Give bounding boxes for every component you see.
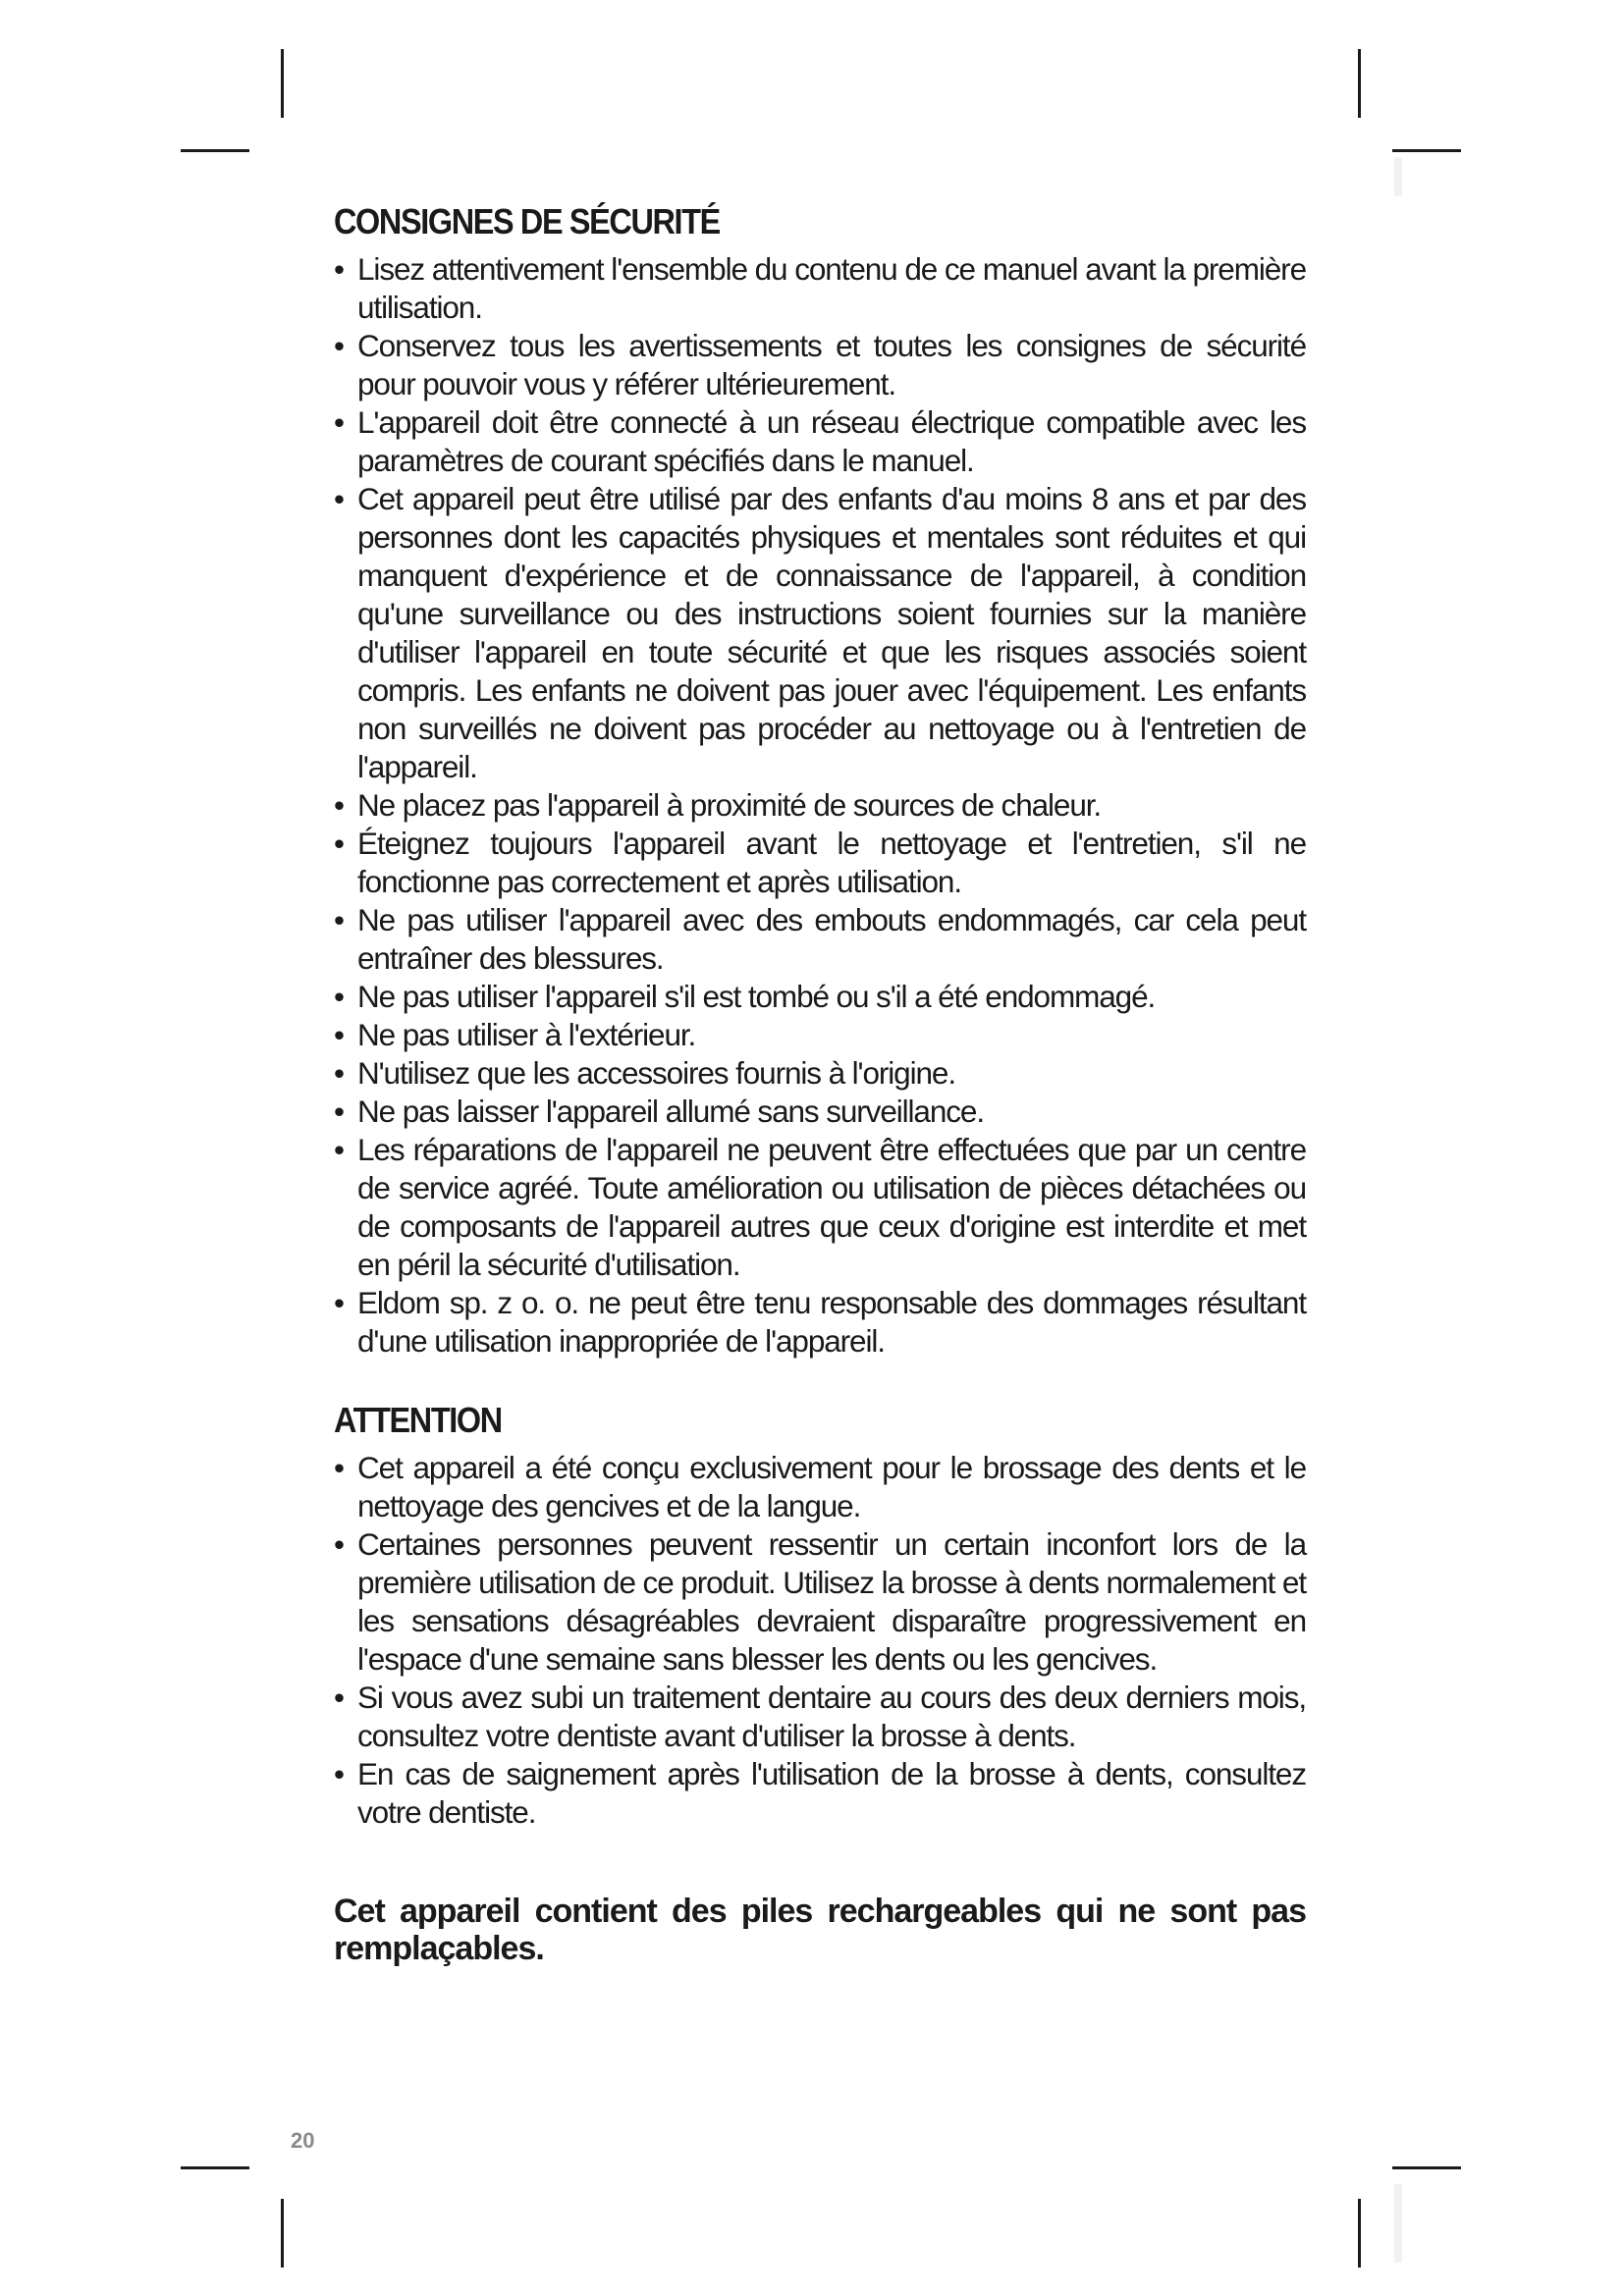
list-item: • Les réparations de l'appareil ne peuvent être effectuées que par un centre de service agréé. Toute amélioration ou utilisation de pièces détachées ou de composants de l'appareil autres que ceux d'origine est interdite et met en péril la sécurité d'utilisation. [334,1131,1306,1284]
battery-notice: Cet appareil contient des piles rechargeables qui ne sont pas remplaçables. [334,1893,1306,1967]
attention-title: ATTENTION [334,1400,502,1440]
list-item: • Eldom sp. z o. o. ne peut être tenu responsable des dommages résultant d'une utilisation inappropriée de l'appareil. [334,1284,1306,1361]
list-item: • Conservez tous les avertissements et toutes les consignes de sécurité pour pouvoir vous y référer ultérieurement. [334,327,1306,403]
list-item: • Ne pas utiliser l'appareil s'il est tombé ou s'il a été endommagé. [334,978,1306,1016]
crop-mark-bottom-left-vertical [281,2199,284,2268]
list-item: • Ne placez pas l'appareil à proximité de sources de chaleur. [334,786,1306,825]
safety-title: CONSIGNES DE SÉCURITÉ [334,201,720,241]
list-item: • Si vous avez subi un traitement dentaire au cours des deux derniers mois, consultez votre dentiste avant d'utiliser la brosse à dents. [334,1679,1306,1755]
crop-mark-top-left-vertical [281,49,284,118]
page-content [334,201,1306,2001]
list-item: • N'utilisez que les accessoires fournis à l'origine. [334,1054,1306,1093]
safety-section [334,201,1306,1361]
list-item: • Ne pas utiliser l'appareil avec des embouts endommagés, car cela peut entraîner des blessures. [334,901,1306,978]
attention-list [334,1449,1306,1832]
list-item: • Ne pas laisser l'appareil allumé sans surveillance. [334,1093,1306,1131]
bleed-ghost-top [1394,157,1402,196]
crop-mark-bottom-right-vertical [1358,2199,1361,2268]
list-item: • L'appareil doit être connecté à un réseau électrique compatible avec les paramètres de courant spécifiés dans le manuel. [334,403,1306,480]
crop-mark-bottom-left-horizontal [181,2166,249,2169]
list-item: • Cet appareil a été conçu exclusivement pour le brossage des dents et le nettoyage des gencives et de la langue. [334,1449,1306,1525]
crop-mark-bottom-right-horizontal [1392,2166,1461,2169]
list-item: • Cet appareil peut être utilisé par des enfants d'au moins 8 ans et par des personnes dont les capacités physiques et mentales sont réduites et qui manquent d'expérience et de connaissance de l'appareil, à condition qu'une surveillance ou des instructions soient fournies sur la manière d'utiliser l'appareil en toute sécurité et que les risques associés soient compris. Les enfants ne doivent pas jouer avec l'équipement. Les enfants non surveillés ne doivent pas procéder au nettoyage ou à l'entretien de l'appareil. [334,480,1306,786]
list-item: • Éteignez toujours l'appareil avant le nettoyage et l'entretien, s'il ne fonctionne pas correctement et après utilisation. [334,825,1306,901]
crop-mark-top-right-vertical [1358,49,1361,118]
bleed-ghost-bottom [1394,2184,1402,2263]
list-item: • En cas de saignement après l'utilisation de la brosse à dents, consultez votre dentiste. [334,1755,1306,1832]
attention-section [334,1400,1306,1832]
page-number: 20 [291,2128,315,2153]
list-item: • Certaines personnes peuvent ressentir un certain inconfort lors de la première utilisation de ce produit. Utilisez la brosse à dents normalement et les sensations désagréables devraient disparaître progressivement en l'espace d'une semaine sans blesser les dents ou les gencives. [334,1525,1306,1679]
list-item: • Ne pas utiliser à l'extérieur. [334,1016,1306,1054]
crop-mark-top-right-horizontal [1392,149,1461,152]
list-item: • Lisez attentivement l'ensemble du contenu de ce manuel avant la première utilisation. [334,250,1306,327]
crop-mark-top-left-horizontal [181,149,249,152]
safety-list [334,250,1306,1361]
